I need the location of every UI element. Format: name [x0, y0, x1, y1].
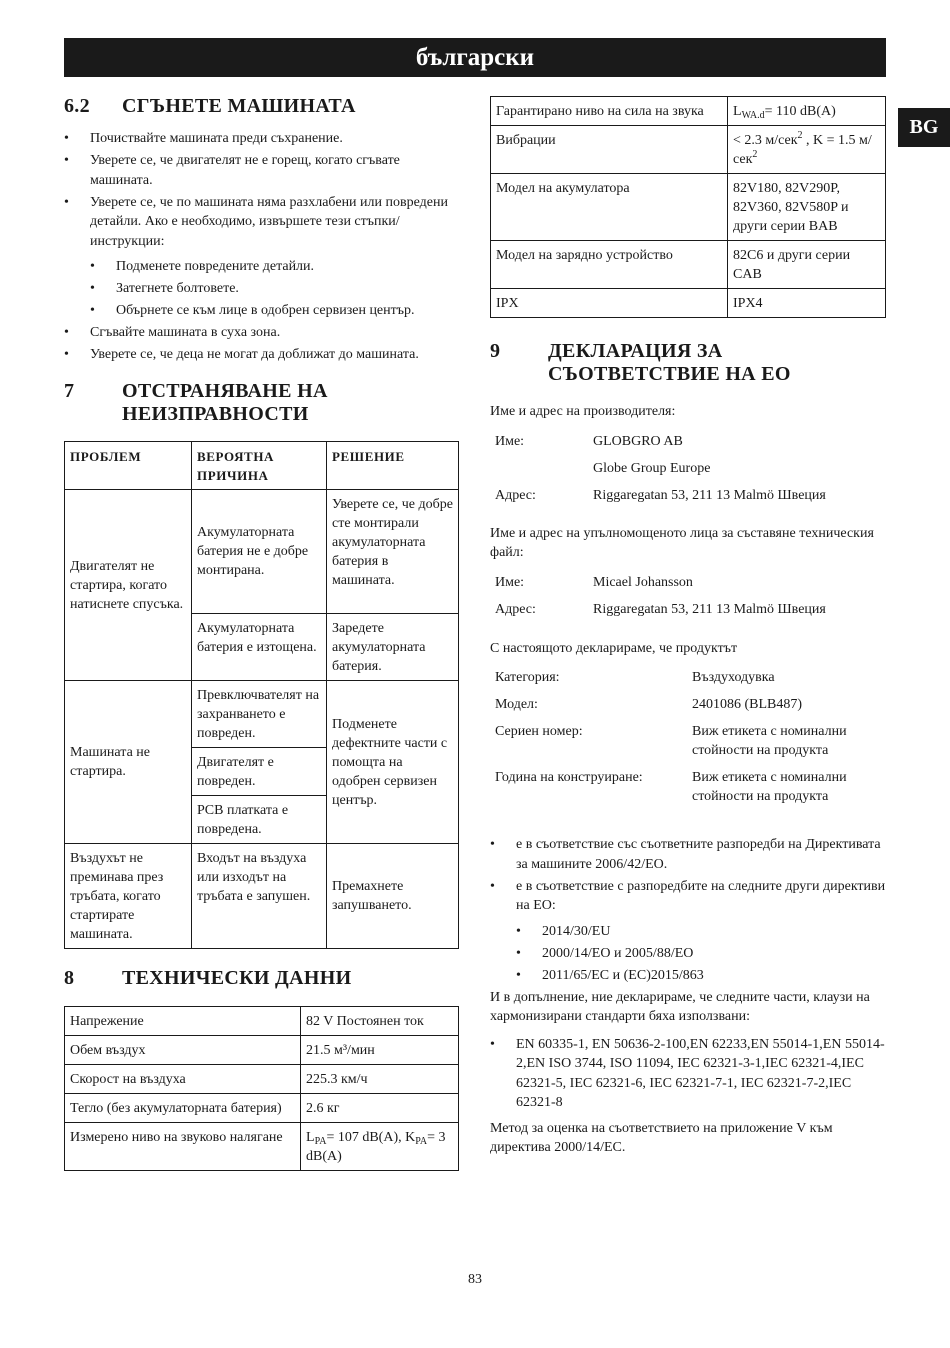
- table-row: [490, 569, 886, 596]
- table-cell: [301, 1122, 459, 1170]
- table-cell: Адрес:: [495, 601, 536, 617]
- value: = 110 dB(A): [764, 104, 836, 119]
- table-cell: Модел на зарядно устройство: [491, 241, 728, 289]
- list-item: • 2000/14/ЕО и 2005/88/ЕО: [490, 944, 886, 964]
- table-cell: Скорост на въздуха: [65, 1064, 301, 1093]
- list-item: • Уверете се, че двигателят не е горещ, когато сгъвате машината.: [64, 151, 459, 190]
- table-cell: 82V180, 82V290P, 82V360, 82V580P и други серии BAB: [728, 174, 886, 241]
- table-cell: Въздухът не преминава през тръбата, когато стартирате машината.: [65, 843, 192, 948]
- right-column: [490, 96, 886, 1158]
- value: , K = 1.5 м/сек: [733, 133, 872, 167]
- section-number: 6.2: [64, 95, 90, 117]
- section-title: ОТСТРАНЯВАНЕ НА НЕИЗПРАВНОСТИ: [122, 379, 328, 425]
- table-cell: 2401086 (BLB487): [692, 697, 803, 712]
- section-9-heading: [490, 340, 886, 386]
- standards-list: [490, 1035, 886, 1113]
- symbol: L: [733, 104, 742, 119]
- table-cell: Виж етикета с номинални стойности на продукта: [692, 770, 847, 804]
- fold-instructions-list-2: [64, 323, 459, 365]
- fold-instructions-list: [64, 129, 459, 251]
- table-cell: Двигателят не стартира, когато натиснете спусъка.: [65, 489, 192, 680]
- table-cell: Сериен номер:: [495, 724, 583, 739]
- table-cell: [490, 455, 588, 482]
- table-cell: Globe Group Europe: [593, 460, 711, 476]
- product-table: [490, 664, 886, 810]
- table-row: [490, 455, 886, 482]
- column-header-problem: ПРОБЛЕМ: [65, 441, 192, 489]
- symbol: L: [306, 1129, 315, 1145]
- table-row: [491, 174, 886, 241]
- table-cell: 82 V Постоянен ток: [301, 1006, 459, 1035]
- language-header: български: [64, 38, 886, 77]
- section-8-heading: [64, 967, 459, 990]
- table-cell: Вибрации: [491, 126, 728, 174]
- table-cell: Riggaregatan 53, 211 13 Malmö Швеция: [593, 601, 826, 617]
- table-cell: IPX4: [728, 289, 886, 318]
- tech-data-table: [64, 1006, 459, 1171]
- table-cell: 82C6 и други серии CAB: [728, 241, 886, 289]
- table-row: [491, 126, 886, 174]
- declare-intro: С настоящото декларираме, че продуктът: [490, 640, 738, 656]
- table-cell: Riggaregatan 53, 211 13 Malmö Швеция: [593, 487, 826, 503]
- value: = 107 dB(A), K: [326, 1129, 416, 1145]
- assessment-method: Метод за оценка на съответствието на приложение V към директива 2000/14/ЕС.: [490, 1120, 833, 1155]
- table-cell: Заредете акумулаторната батерия.: [327, 613, 459, 680]
- troubleshooting-table: [64, 441, 459, 949]
- language-tab: BG: [898, 108, 950, 147]
- table-cell: Двигателят е повреден.: [192, 747, 327, 795]
- table-cell: Micael Johansson: [593, 574, 693, 590]
- table-cell: Име:: [495, 574, 525, 590]
- table-cell: Гарантирано ниво на сила на звука: [491, 97, 728, 126]
- table-cell: Акумулаторната батерия не е добре монтирана.: [192, 489, 327, 613]
- page-number: 83: [468, 1272, 482, 1287]
- table-cell: Уверете се, че добре сте монтирали акумулаторната батерия в машината.: [327, 489, 459, 613]
- table-row: [491, 289, 886, 318]
- list-item: • Сгъвайте машината в суха зона.: [64, 323, 459, 343]
- table-cell: 21.5 м³/мин: [301, 1035, 459, 1064]
- table-cell: Обем въздух: [65, 1035, 301, 1064]
- list-item: • Подменете повредените детайли.: [64, 257, 459, 277]
- standards-intro: И в допълнение, ние декларираме, че следните части, клаузи на хармонизирани стандарти бяха използвани:: [490, 989, 870, 1024]
- table-row: [490, 664, 886, 691]
- subscript: PA: [314, 1135, 327, 1147]
- table-row: [65, 1093, 459, 1122]
- section-number: 8: [64, 966, 75, 989]
- table-cell: Модел на акумулатора: [491, 174, 728, 241]
- subscript: PA: [415, 1135, 428, 1147]
- section-title: СГЪНЕТЕ МАШИНАТА: [122, 95, 356, 117]
- table-row: [65, 1064, 459, 1093]
- table-cell: Премахнете запушването.: [327, 843, 459, 948]
- directives-list: [490, 922, 886, 986]
- left-column: [64, 95, 459, 1171]
- table-cell: Акумулаторната батерия е изтощена.: [192, 613, 327, 680]
- manufacturer-table: [490, 428, 886, 509]
- table-row: [65, 1122, 459, 1170]
- table-cell: Напрежение: [65, 1006, 301, 1035]
- table-cell: Модел:: [495, 697, 538, 712]
- table-cell: 225.3 км/ч: [301, 1064, 459, 1093]
- table-cell: Година на конструиране:: [495, 770, 643, 785]
- table-cell: Категория:: [495, 670, 560, 685]
- superscript: 2: [797, 130, 803, 141]
- table-cell: IPX: [491, 289, 728, 318]
- table-cell: Име:: [495, 433, 525, 449]
- table-row: [491, 97, 886, 126]
- column-header-solution: РЕШЕНИЕ: [327, 441, 459, 489]
- authorized-table: [490, 569, 886, 623]
- authorized-intro: Име и адрес на упълномощеното лица за съставяне техническия файл:: [490, 525, 874, 560]
- table-row: [490, 428, 886, 455]
- table-cell: Подменете дефектните части с помощта на одобрен сервизен център.: [327, 680, 459, 843]
- section-6-2-heading: [64, 95, 459, 118]
- table-cell: Входът на въздуха или изходът на тръбата е запушен.: [192, 843, 327, 948]
- list-item: • 2014/30/EU: [490, 922, 886, 942]
- superscript: 2: [752, 149, 758, 160]
- fold-subinstructions-list: [64, 257, 459, 321]
- value: < 2.3 м/сек: [733, 133, 798, 148]
- list-item: • Уверете се, че по машината няма разхлабени или повредени детайли. Ако е необходимо, извършете тези стъпки/инструкции:: [64, 193, 459, 252]
- tech-data-table-continued: [490, 96, 886, 318]
- table-cell: Машината не стартира.: [65, 680, 192, 843]
- section-number: 9: [490, 340, 501, 362]
- list-item: • Обърнете се към лице в одобрен сервизен център.: [64, 301, 459, 321]
- section-number: 7: [64, 379, 75, 402]
- table-cell: Измерено ниво на звуково налягане: [65, 1122, 301, 1170]
- table-row: [490, 482, 886, 509]
- list-item: • е в съответствие с разпоредбите на следните други директиви на ЕО:: [490, 877, 886, 916]
- section-title: ТЕХНИЧЕСКИ ДАННИ: [122, 966, 352, 989]
- list-item: • EN 60335-1, EN 50636-2-100,EN 62233,EN 55014-1,EN 55014-2,EN ISO 3744, ISO 11094, IEC 62321-3-1,IEC 62321-4,IEC 62321-5, IEC 62321-6, IEC 62321-7-1, IEC 62321-7-2,IEC 62321-8: [490, 1035, 886, 1113]
- table-row: [65, 1006, 459, 1035]
- table-cell: Тегло (без акумулаторната батерия): [65, 1093, 301, 1122]
- table-row: [490, 718, 886, 764]
- table-row: [490, 764, 886, 810]
- table-cell: Адрес:: [495, 487, 536, 503]
- section-7-heading: [64, 380, 459, 426]
- list-item: • Уверете се, че деца не могат да доближат до машината.: [64, 345, 459, 365]
- table-cell: Въздуходувка: [692, 670, 775, 685]
- manufacturer-intro: Име и адрес на производителя:: [490, 404, 676, 419]
- compliance-list: [490, 835, 886, 916]
- list-item: • 2011/65/ЕС и (ЕС)2015/863: [490, 966, 886, 986]
- list-item: • е в съответствие със съответните разпоредби на Директивата за машините 2006/42/ЕО.: [490, 835, 886, 874]
- table-row: [491, 241, 886, 289]
- subscript: WA.d: [741, 110, 765, 121]
- list-item: • Почиствайте машината преди съхранение.: [64, 129, 459, 149]
- table-row: [490, 691, 886, 718]
- table-cell: Превключвателят на захранването е повреден.: [192, 680, 327, 747]
- table-cell: Виж етикета с номинални стойности на продукта: [692, 724, 847, 758]
- value: = 3 dB(A): [306, 1129, 446, 1164]
- table-cell: [728, 97, 886, 126]
- column-header-cause: ВЕРОЯТНА ПРИЧИНА: [192, 441, 327, 489]
- table-row: [490, 596, 886, 623]
- table-cell: PCB платката е повредена.: [192, 795, 327, 843]
- list-item: • Затегнете болтовете.: [64, 279, 459, 299]
- table-cell: GLOBGRO AB: [593, 433, 683, 449]
- section-title: ДЕКЛАРАЦИЯ ЗА СЪОТВЕТСТВИЕ НА ЕО: [548, 340, 791, 385]
- table-cell: [728, 126, 886, 174]
- table-row: [65, 1035, 459, 1064]
- table-cell: 2.6 кг: [301, 1093, 459, 1122]
